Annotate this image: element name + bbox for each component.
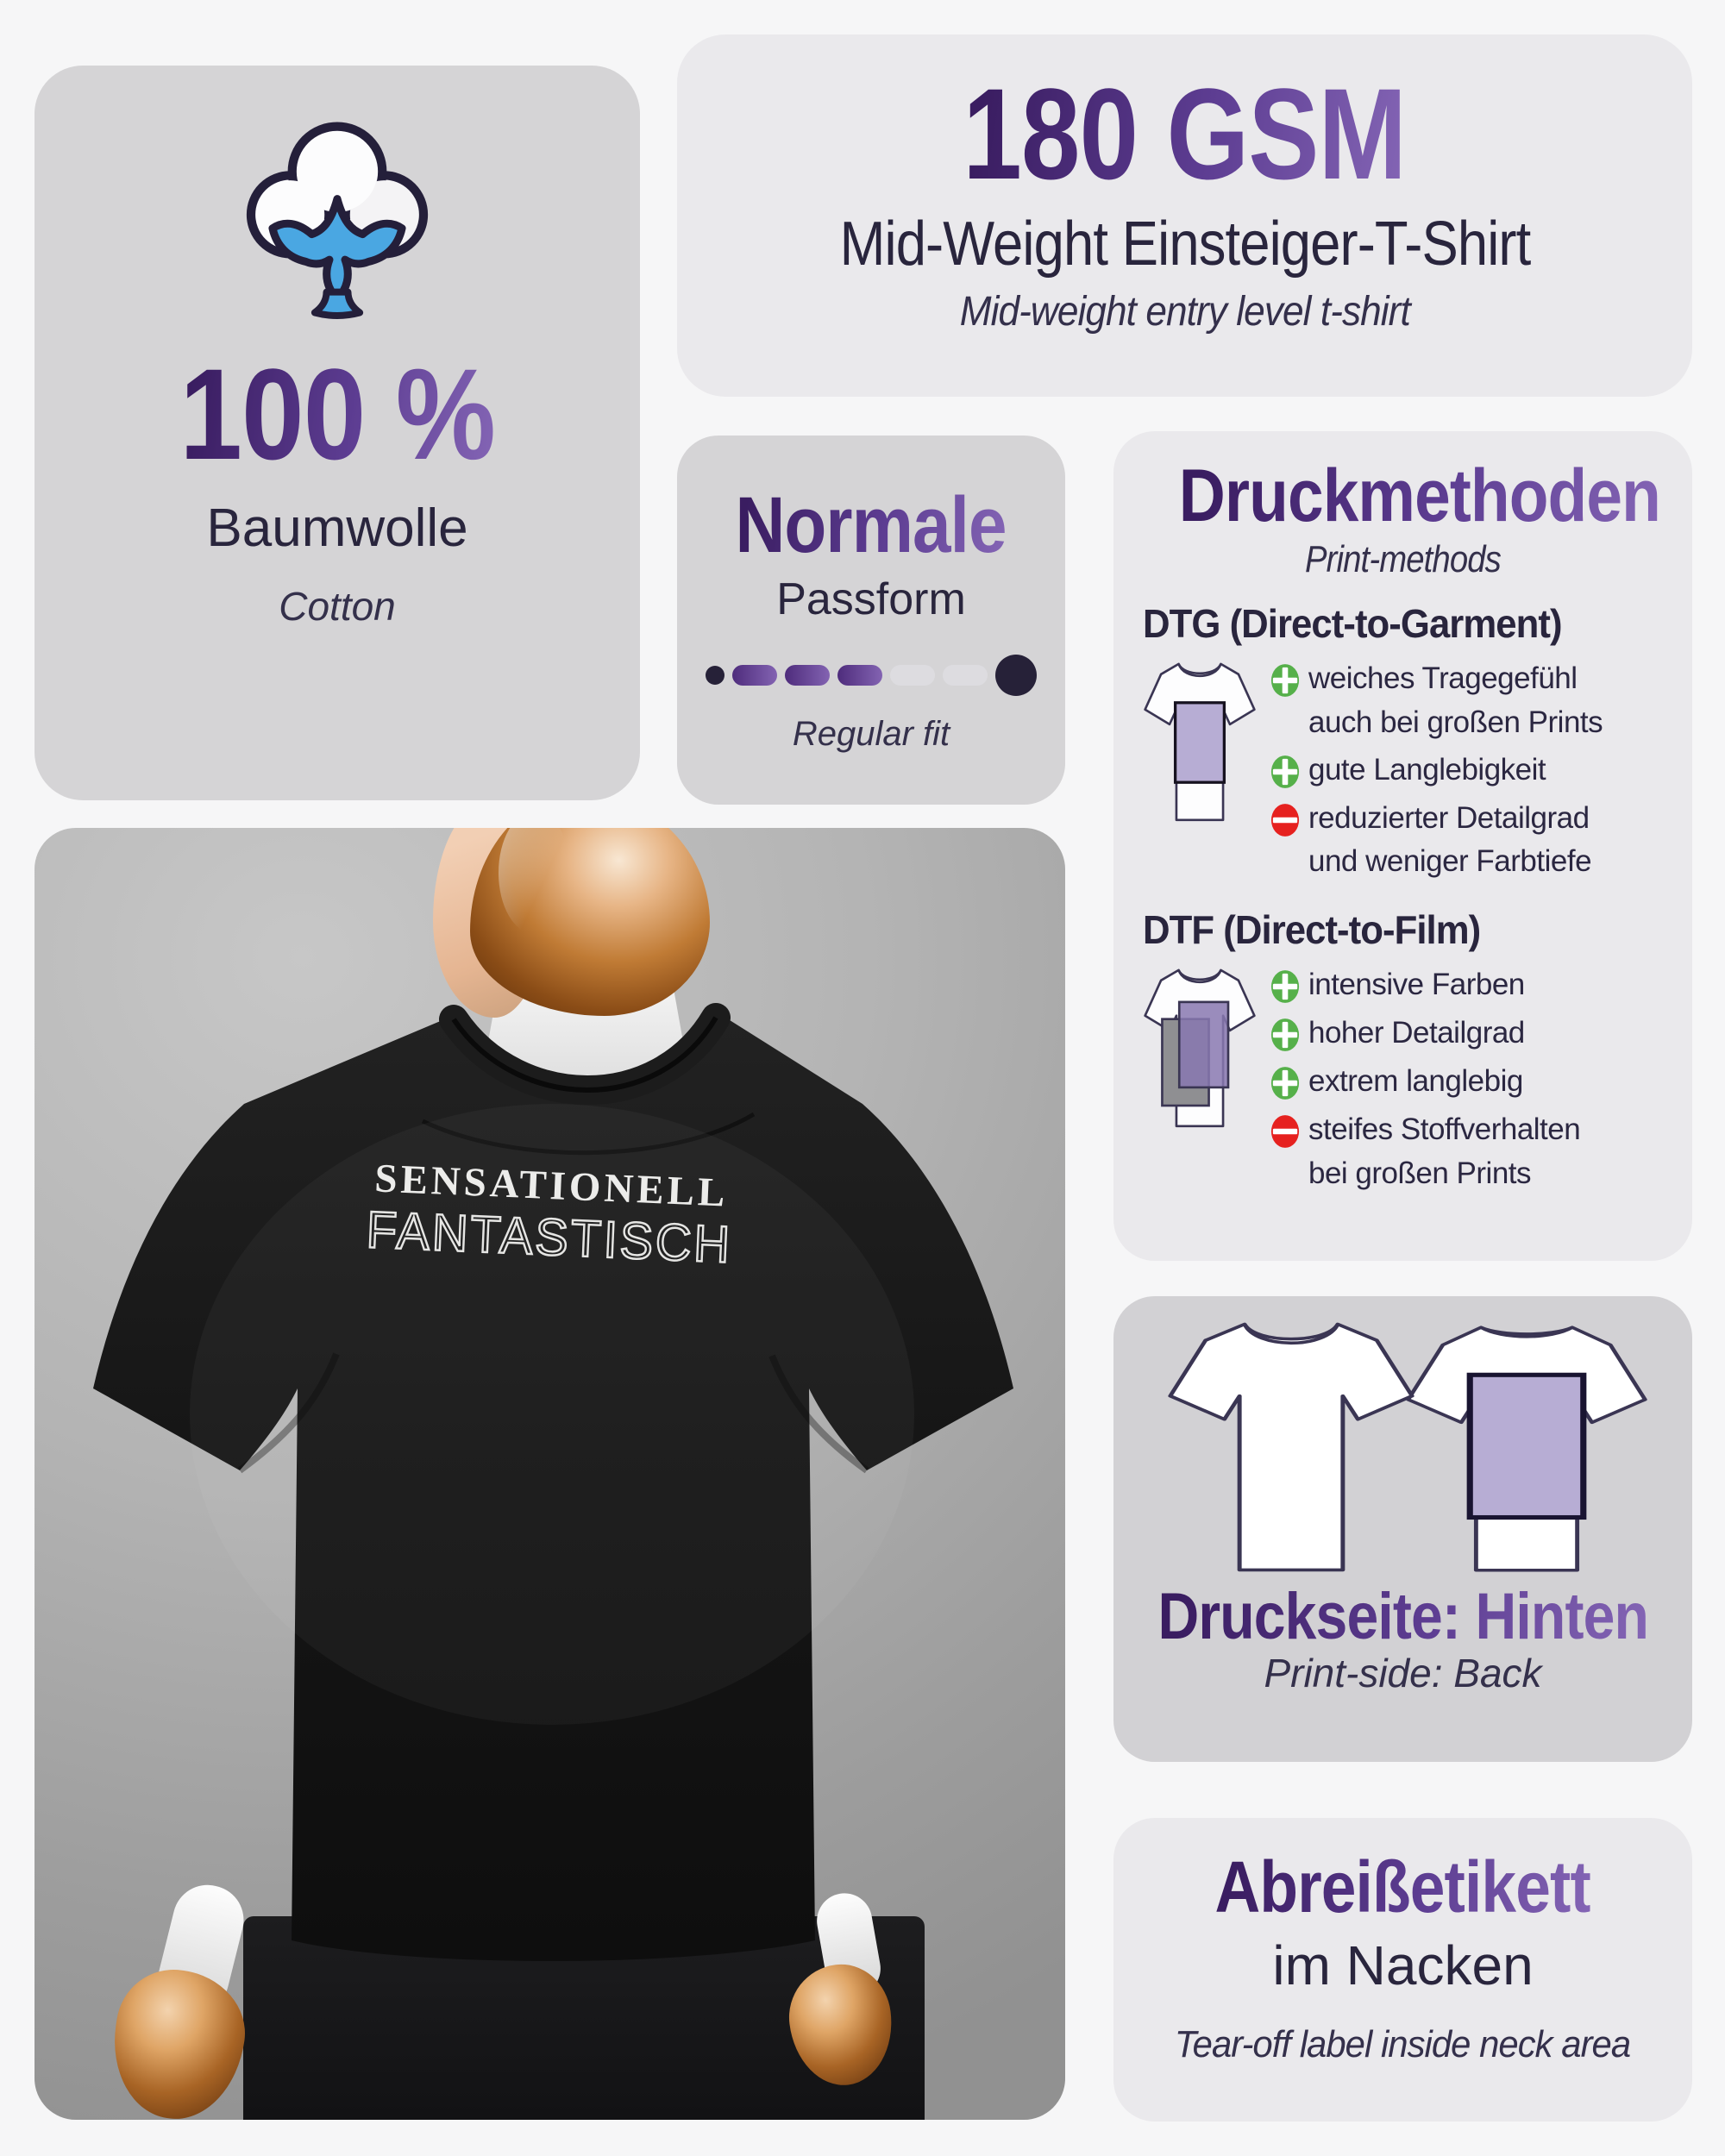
pro-icon bbox=[1270, 755, 1300, 793]
material-translation: Cotton bbox=[279, 584, 396, 629]
dtg-heading: DTG (Direct-to-Garment) bbox=[1143, 601, 1562, 646]
material-percent: 100 % bbox=[179, 342, 495, 486]
dtg-point: weiches Tragegefühl auch bei großen Prints bbox=[1270, 657, 1663, 745]
dtf-point: intensive Farben bbox=[1270, 963, 1663, 1008]
pro-icon bbox=[1270, 1018, 1300, 1056]
pro-icon bbox=[1270, 969, 1300, 1008]
fit-scale-bar-filled bbox=[785, 665, 830, 686]
con-icon bbox=[1270, 1114, 1300, 1153]
shirt-print-line2: FANTASTISCH bbox=[365, 1200, 733, 1274]
print-methods-title: Druckmethoden bbox=[1178, 454, 1660, 537]
dtg-block bbox=[1143, 657, 1663, 887]
dtg-point: gute Langlebigkeit bbox=[1270, 749, 1663, 793]
shirt-print bbox=[289, 1155, 810, 1274]
tshirt-front-icon bbox=[1165, 1313, 1417, 1587]
fit-scale-max-dot bbox=[995, 655, 1037, 696]
material-card bbox=[34, 66, 640, 800]
fit-scale-indicator bbox=[677, 655, 1065, 696]
print-side-translation: Print-side: Back bbox=[1264, 1651, 1542, 1695]
neck-label-subtitle: im Nacken bbox=[1272, 1934, 1534, 1996]
fit-subtitle: Passform bbox=[776, 574, 966, 624]
pro-icon bbox=[1270, 663, 1300, 702]
fit-scale-bar-empty bbox=[943, 665, 988, 686]
dtf-point: hoher Detailgrad bbox=[1270, 1012, 1663, 1056]
dtf-block bbox=[1143, 963, 1663, 1200]
tshirt-dtg-print-icon bbox=[1143, 657, 1257, 887]
fit-scale-bar-filled bbox=[837, 665, 882, 686]
shirt-print-line1: SENSATIONELL bbox=[373, 1156, 729, 1216]
print-side-card bbox=[1113, 1296, 1692, 1762]
product-photo bbox=[34, 828, 1065, 2120]
material-name: Baumwolle bbox=[206, 498, 468, 558]
fit-scale-bar-filled bbox=[732, 665, 777, 686]
neck-label-title: Abreißetikett bbox=[1214, 1846, 1591, 1927]
dtg-point: reduzierter Detailgrad und weniger Farbtiefe bbox=[1270, 797, 1663, 885]
black-tshirt bbox=[34, 983, 1065, 2078]
print-methods-card bbox=[1113, 431, 1692, 1261]
weight-value: 180 GSM bbox=[963, 61, 1407, 206]
fit-scale-bar-empty bbox=[890, 665, 935, 686]
dtf-heading: DTF (Direct-to-Film) bbox=[1143, 907, 1481, 952]
pro-icon bbox=[1270, 1066, 1300, 1105]
fit-translation: Regular fit bbox=[792, 715, 950, 753]
dtf-point: extrem langlebig bbox=[1270, 1060, 1663, 1105]
fit-card bbox=[677, 436, 1065, 805]
neck-label-translation: Tear-off label inside neck area bbox=[1175, 2023, 1631, 2065]
weight-title: Mid-Weight Einsteiger-T-Shirt bbox=[839, 210, 1530, 279]
tshirt-back-print-icon bbox=[1403, 1319, 1650, 1587]
fit-scale-min-dot bbox=[706, 666, 724, 685]
cotton-icon bbox=[34, 112, 640, 323]
fit-title: Normale bbox=[735, 481, 1007, 569]
print-side-title: Druckseite: Hinten bbox=[1157, 1580, 1648, 1653]
tshirt-dtf-film-icon bbox=[1143, 963, 1257, 1200]
con-icon bbox=[1270, 803, 1300, 842]
weight-translation: Mid-weight entry level t-shirt bbox=[959, 289, 1410, 335]
print-methods-translation: Print-methods bbox=[1305, 538, 1501, 580]
weight-card bbox=[677, 34, 1692, 397]
dtf-point: steifes Stoffverhalten bei großen Prints bbox=[1270, 1108, 1663, 1196]
neck-label-card bbox=[1113, 1818, 1692, 2122]
